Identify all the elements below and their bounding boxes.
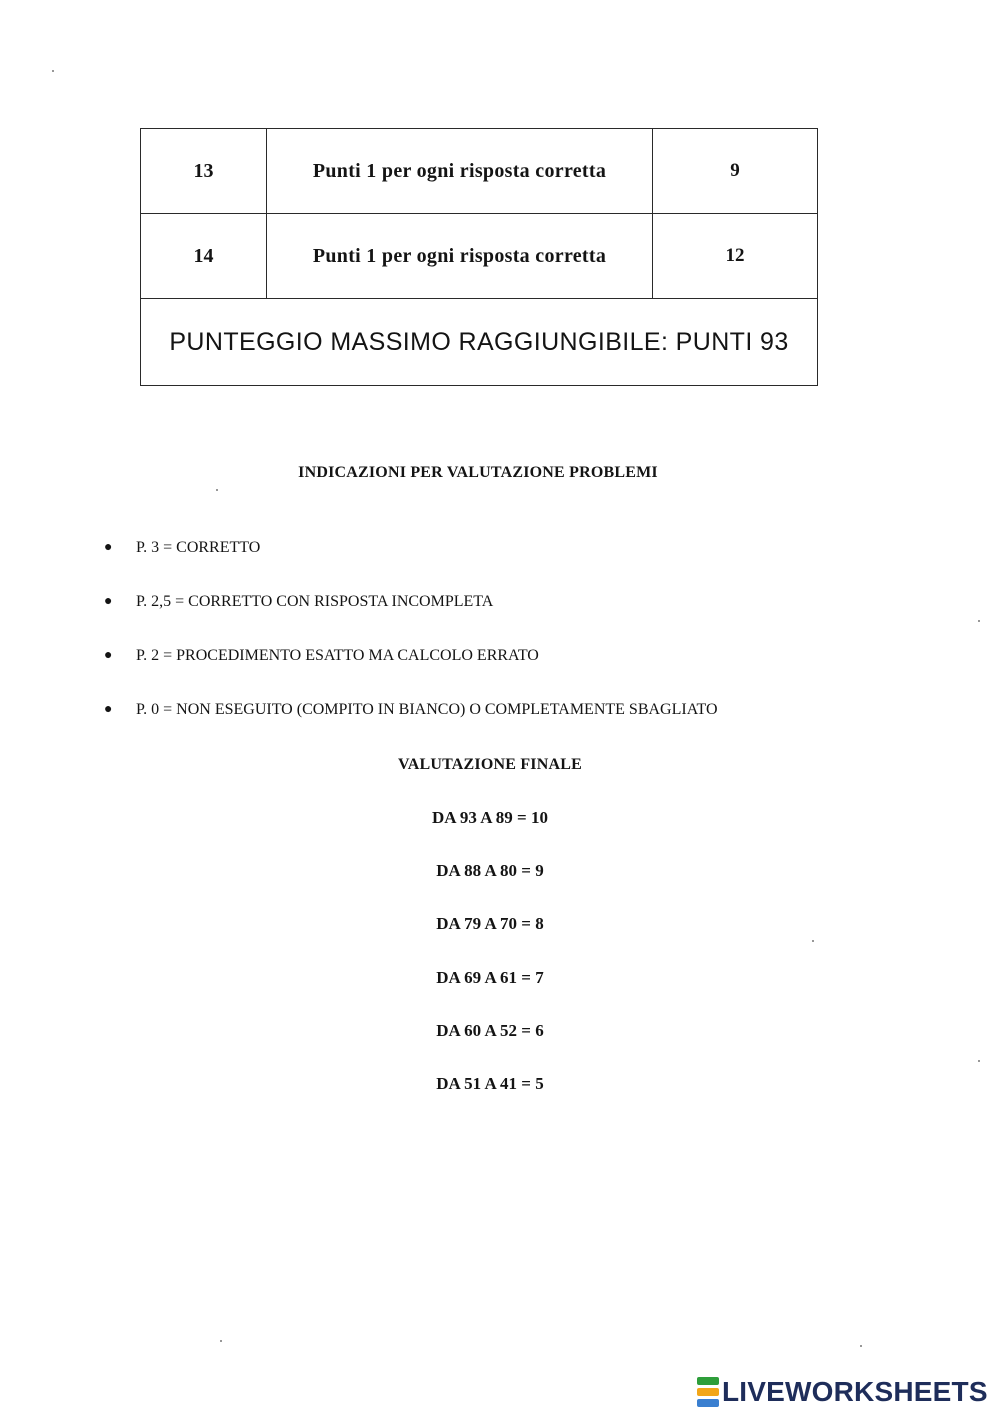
table-total-row — [141, 299, 818, 386]
exercise-number: 14 — [141, 214, 267, 299]
grade-range: DA 60 A 52 = 6 — [436, 1020, 544, 1040]
list-item — [100, 638, 718, 692]
grade-range: DA 93 A 89 = 10 — [432, 808, 548, 827]
list-item — [100, 692, 718, 746]
liveworksheets-logo-icon — [697, 1377, 719, 1407]
criteria-list — [100, 530, 718, 746]
logo-bar — [697, 1377, 719, 1385]
bullet-icon: ● — [104, 702, 113, 717]
exercise-number: 13 — [141, 129, 267, 214]
scan-speck — [216, 489, 218, 491]
grade-range: DA 88 A 80 = 9 — [436, 861, 544, 881]
table-row — [141, 129, 818, 214]
grade-range: DA 79 A 70 = 8 — [436, 914, 544, 934]
brand-name: LIVEWORKSHEETS — [722, 1376, 988, 1407]
max-score-total: PUNTEGGIO MASSIMO RAGGIUNGIBILE: PUNTI 93 — [141, 299, 818, 386]
scan-speck — [52, 70, 54, 72]
scan-speck — [220, 1340, 222, 1342]
criterion-text: P. 2 = PROCEDIMENTO ESATTO MA CALCOLO ERRATO — [136, 647, 539, 664]
list-item — [100, 530, 718, 584]
bullet-icon: ● — [104, 648, 113, 663]
max-points: 12 — [653, 214, 818, 299]
liveworksheets-brand — [697, 1375, 988, 1409]
criterion-text: P. 3 = CORRETTO — [136, 539, 261, 556]
scoring-description: Punti 1 per ogni risposta corretta — [267, 214, 653, 299]
logo-bar — [697, 1388, 719, 1396]
bullet-icon: ● — [104, 540, 113, 555]
table-row — [141, 214, 818, 299]
max-points: 9 — [653, 129, 818, 214]
scan-speck — [860, 1345, 862, 1347]
grade-list — [0, 800, 980, 1119]
grade-range: DA 69 A 61 = 7 — [436, 967, 544, 987]
scan-speck — [978, 1060, 980, 1062]
grade-range: DA 51 A 41 = 5 — [436, 1073, 544, 1093]
criterion-text: P. 0 = NON ESEGUITO (COMPITO IN BIANCO) O COMPLETAMENTE SBAGLIATO — [136, 701, 718, 718]
logo-bar — [697, 1399, 719, 1407]
problems-heading: INDICAZIONI PER VALUTAZIONE PROBLEMI — [298, 464, 658, 481]
criterion-text: P. 2,5 = CORRETTO CON RISPOSTA INCOMPLETA — [136, 593, 494, 610]
scan-speck — [978, 620, 980, 622]
scan-speck — [812, 940, 814, 942]
list-item — [100, 584, 718, 638]
score-table — [140, 128, 818, 386]
bullet-icon: ● — [104, 594, 113, 609]
final-evaluation-heading: VALUTAZIONE FINALE — [398, 756, 582, 773]
scoring-description: Punti 1 per ogni risposta corretta — [267, 129, 653, 214]
